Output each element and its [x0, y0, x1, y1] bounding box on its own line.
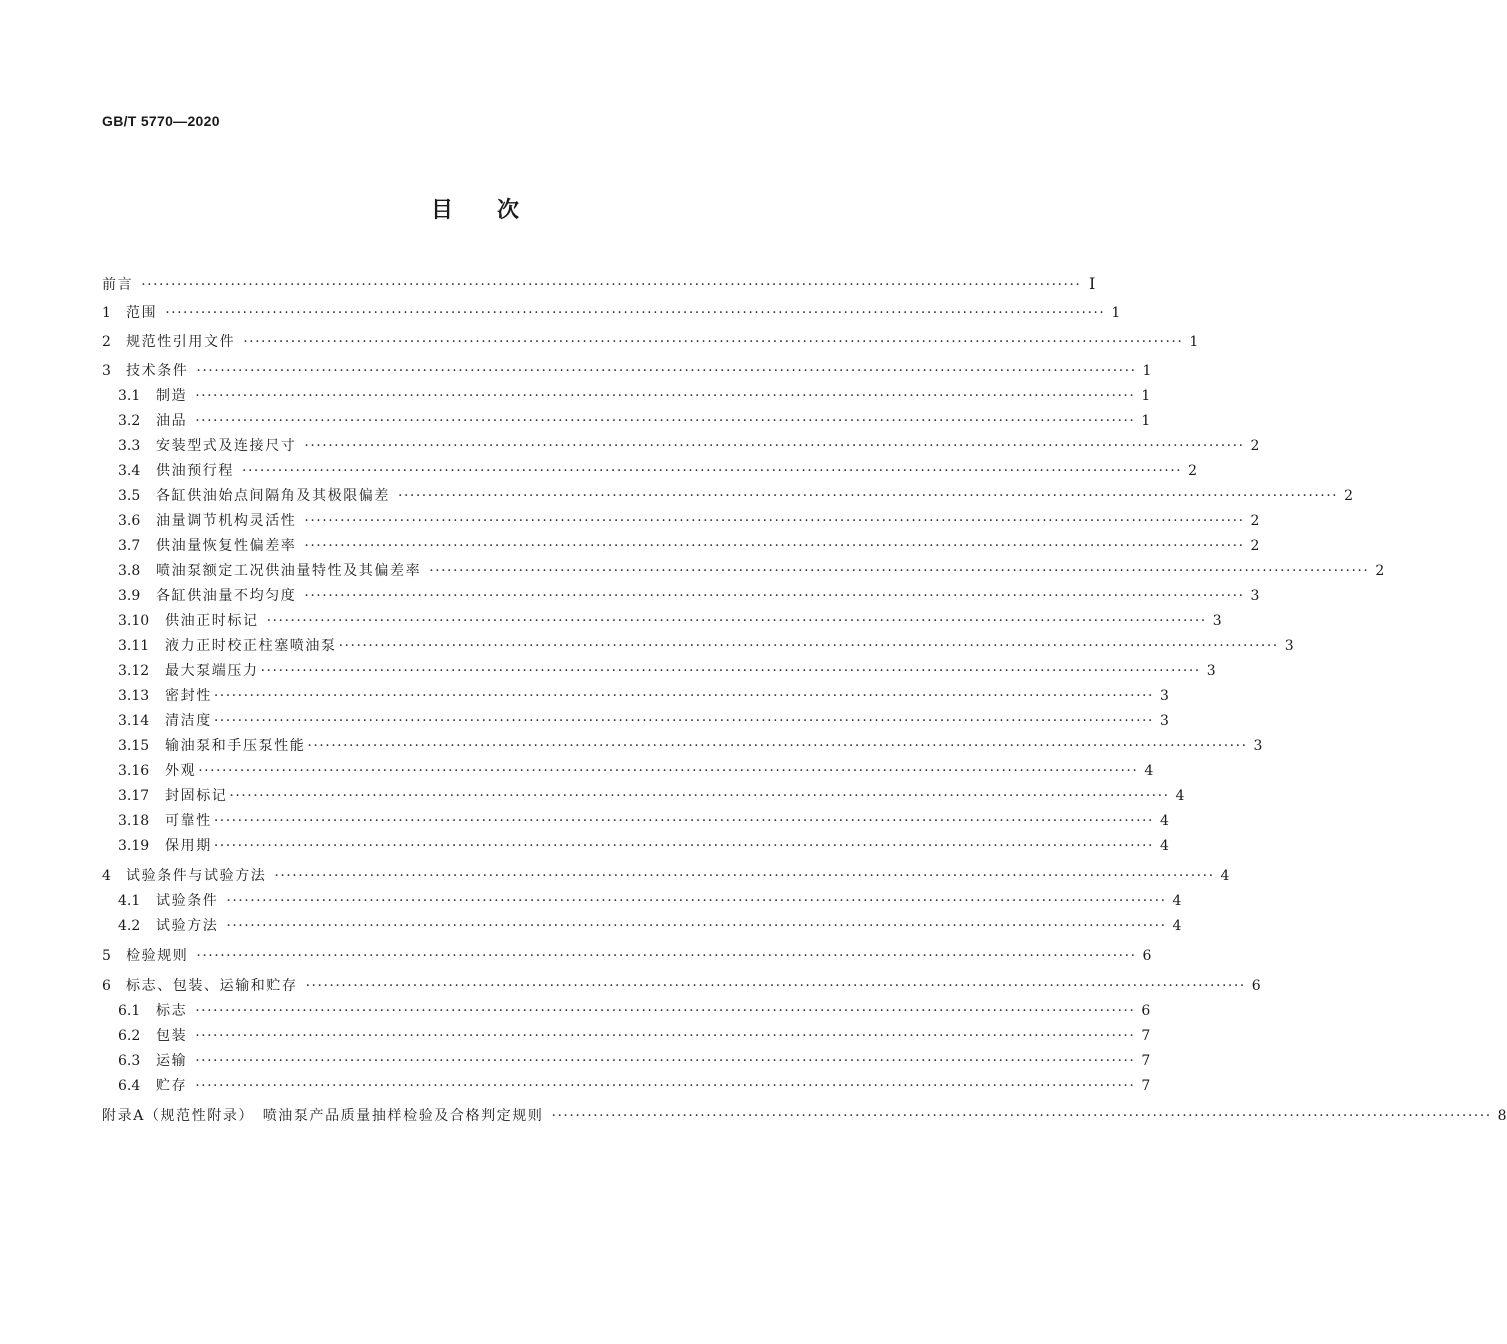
toc-entry-number: 6.3 [118, 1053, 141, 1069]
toc-entry[interactable] [102, 946, 1152, 966]
toc-entry-title: 最大泵端压力 [165, 663, 259, 679]
toc-entry-number: 3.2 [118, 413, 141, 429]
dot-leader: ······························································································································································ [141, 277, 1082, 293]
dot-leader: ······························································································································································ [226, 918, 1167, 934]
toc-subentry[interactable] [102, 436, 1260, 456]
toc-entry-number: 3.12 [118, 663, 150, 679]
toc-entry[interactable] [102, 976, 1261, 996]
dot-leader: ······························································································································································ [398, 488, 1339, 504]
dot-leader: ······························································································································································ [213, 688, 1154, 704]
dot-leader: ······························································································································································ [338, 638, 1279, 654]
toc-entry-title: 试验条件 [156, 893, 219, 909]
toc-entry-number: 3.10 [118, 613, 150, 629]
toc-entry-title: 输油泵和手压泵性能 [165, 738, 306, 754]
dot-leader: ······························································································································································ [551, 1108, 1492, 1124]
toc-entry-number: 3.9 [118, 588, 141, 604]
dot-leader: ······························································································································································ [195, 1053, 1136, 1069]
toc-entry-number: 3.5 [118, 488, 141, 504]
toc-entry-title: 外观 [165, 763, 197, 779]
dot-leader: ······························································································································································ [242, 463, 1183, 479]
page-title [0, 193, 950, 224]
dot-leader: ······························································································································································ [304, 538, 1245, 554]
toc-entry-title: 供油量恢复性偏差率 [156, 538, 297, 554]
toc-entry-page: 1 [1142, 363, 1152, 379]
dot-leader: ······························································································································································ [243, 334, 1184, 350]
toc-entry-title: 规范性引用文件 [126, 334, 236, 350]
toc-entry-title: 喷油泵额定工况供油量特性及其偏差率 [156, 563, 422, 579]
toc-subentry[interactable] [102, 811, 1169, 831]
toc-entry-title: 供油正时标记 [165, 613, 259, 629]
dot-leader: ······························································································································································ [196, 948, 1137, 964]
toc-entry[interactable] [102, 303, 1121, 323]
toc-entry-page: 3 [1212, 613, 1222, 629]
toc-entry-foreword[interactable] [102, 274, 1096, 294]
title-char: 目 [430, 198, 453, 223]
toc-entry-number: 6 [102, 978, 111, 994]
toc-entry-page: Ⅰ [1089, 274, 1096, 293]
toc-entry-page: 1 [1189, 334, 1199, 350]
toc-subentry[interactable] [102, 661, 1216, 681]
dot-leader: ······························································································································································ [304, 588, 1245, 604]
toc-entry-page: 3 [1206, 663, 1216, 679]
toc-entry-title: 各缸供油始点间隔角及其极限偏差 [156, 488, 390, 504]
toc-subentry[interactable] [102, 761, 1154, 781]
toc-entry-title: 运输 [156, 1053, 188, 1069]
toc-entry-page: 6 [1141, 1003, 1151, 1019]
toc-entry-page: 1 [1141, 413, 1151, 429]
title-char: 次 [497, 198, 520, 223]
toc-entry-number: 3.19 [118, 838, 150, 854]
dot-leader: ······························································································································································ [195, 1003, 1136, 1019]
toc-entry-page: 3 [1159, 713, 1169, 729]
toc-entry-number: 4.2 [118, 918, 141, 934]
toc-subentry[interactable] [102, 536, 1260, 556]
dot-leader: ······························································································································································ [304, 513, 1245, 529]
dot-leader: ······························································································································································ [229, 788, 1170, 804]
toc-subentry[interactable] [102, 636, 1294, 656]
toc-entry-title: 可靠性 [165, 813, 212, 829]
toc-entry-number: 3.1 [118, 388, 141, 404]
toc-entry-page: 7 [1141, 1053, 1151, 1069]
toc-entry-page: 4 [1220, 868, 1230, 884]
toc-entry-title: 制造 [156, 388, 188, 404]
toc-subentry[interactable] [102, 386, 1151, 406]
toc-entry-number: 6.4 [118, 1078, 141, 1094]
toc-entry-page: 4 [1159, 838, 1169, 854]
toc-subentry[interactable] [102, 786, 1185, 806]
toc-entry[interactable] [102, 332, 1199, 352]
toc-subentry[interactable] [102, 561, 1385, 581]
toc-entry-title: 安装型式及连接尺寸 [156, 438, 297, 454]
dot-leader: ······························································································································································ [198, 763, 1139, 779]
toc-entry-number: 2 [102, 334, 111, 350]
toc-entry-number: 3.15 [118, 738, 150, 754]
toc-entry-title: 供油预行程 [156, 463, 234, 479]
toc-entry-page: 4 [1144, 763, 1154, 779]
toc-entry-number: 3.17 [118, 788, 150, 804]
toc-subentry[interactable] [102, 1076, 1151, 1096]
dot-leader: ······························································································································································ [213, 813, 1154, 829]
toc-entry-page: 2 [1250, 438, 1260, 454]
toc-entry-page: 2 [1188, 463, 1198, 479]
toc-entry-title: 封固标记 [165, 788, 228, 804]
toc-entry-number: 3 [102, 363, 111, 379]
dot-leader: ······························································································································································ [195, 1078, 1136, 1094]
dot-leader: ······························································································································································ [304, 438, 1245, 454]
toc-entry-page: 1 [1141, 388, 1151, 404]
toc-entry-number: 3.4 [118, 463, 141, 479]
toc-entry-page: 3 [1250, 588, 1260, 604]
toc-entry[interactable] [102, 361, 1152, 381]
toc-subentry[interactable] [102, 486, 1354, 506]
toc-entry-number: 3.18 [118, 813, 150, 829]
toc-entry-page: 1 [1111, 305, 1121, 321]
toc-entry-number: 3.14 [118, 713, 150, 729]
toc-entry-number: 4.1 [118, 893, 141, 909]
dot-leader: ······························································································································································ [195, 1028, 1136, 1044]
toc-entry-number: 3.6 [118, 513, 141, 529]
toc-entry-title: 液力正时校正柱塞喷油泵 [165, 638, 337, 654]
toc-entry-number: 3.13 [118, 688, 150, 704]
dot-leader: ······························································································································································ [307, 738, 1248, 754]
toc-entry-title: 标志 [156, 1003, 188, 1019]
dot-leader: ······························································································································································ [305, 978, 1246, 994]
toc-subentry[interactable] [102, 711, 1169, 731]
toc-entry-title: 试验条件与试验方法 [126, 868, 267, 884]
toc-entry-page: 4 [1172, 893, 1182, 909]
toc-subentry[interactable] [102, 1001, 1151, 1021]
toc-entry-annex-a[interactable] [102, 1106, 1507, 1126]
dot-leader: ······························································································································································ [213, 713, 1154, 729]
toc-subentry[interactable] [102, 411, 1151, 431]
toc-entry-title: 标志、包装、运输和贮存 [126, 978, 298, 994]
toc-entry-number: 3.16 [118, 763, 150, 779]
toc-subentry[interactable] [102, 1026, 1151, 1046]
toc-subentry[interactable] [102, 1051, 1151, 1071]
toc-subentry[interactable] [102, 891, 1182, 911]
toc-entry-page: 2 [1344, 488, 1354, 504]
toc-entry-page: 7 [1141, 1028, 1151, 1044]
toc-entry-page: 4 [1159, 813, 1169, 829]
dot-leader: ······························································································································································ [195, 413, 1136, 429]
toc-entry-page: 6 [1142, 948, 1152, 964]
toc-entry-number: 1 [102, 305, 111, 321]
dot-leader: ······························································································································································ [226, 893, 1167, 909]
dot-leader: ······························································································································································ [429, 563, 1370, 579]
dot-leader: ······························································································································································ [196, 363, 1137, 379]
toc-subentry[interactable] [102, 611, 1222, 631]
dot-leader: ······························································································································································ [213, 838, 1154, 854]
toc-entry-title: 包装 [156, 1028, 188, 1044]
toc-entry-number: 3.3 [118, 438, 141, 454]
toc-subentry[interactable] [102, 511, 1260, 531]
toc-entry-page: 3 [1284, 638, 1294, 654]
toc-entry-page: 4 [1172, 918, 1182, 934]
toc-entry-title: 前言 [102, 277, 134, 293]
toc-entry-number: 4 [102, 868, 111, 884]
toc-entry-number: 3.8 [118, 563, 141, 579]
toc-subentry[interactable] [102, 736, 1263, 756]
toc-entry-title: 贮存 [156, 1078, 188, 1094]
toc-entry-page: 8 [1497, 1108, 1507, 1124]
toc-subentry[interactable] [102, 836, 1169, 856]
dot-leader: ······························································································································································ [195, 388, 1136, 404]
toc-entry-page: 2 [1375, 563, 1385, 579]
toc-entry-number: 6.2 [118, 1028, 141, 1044]
dot-leader: ······························································································································································ [165, 305, 1106, 321]
toc-entry-title: 油量调节机构灵活性 [156, 513, 297, 529]
toc-subentry[interactable] [102, 461, 1198, 481]
toc-entry-number: 5 [102, 948, 111, 964]
toc-entry-title: 油品 [156, 413, 188, 429]
toc-entry-title: 保用期 [165, 838, 212, 854]
toc-entry-title: 清洁度 [165, 713, 212, 729]
toc-entry-page: 7 [1141, 1078, 1151, 1094]
toc-entry-title: 技术条件 [126, 363, 189, 379]
toc-subentry[interactable] [102, 586, 1260, 606]
toc-subentry[interactable] [102, 686, 1169, 706]
toc-entry-title: 范围 [126, 305, 158, 321]
toc-entry-page: 2 [1250, 513, 1260, 529]
toc-entry[interactable] [102, 866, 1230, 886]
toc-entry-title: 密封性 [165, 688, 212, 704]
toc-entry-title: 检验规则 [126, 948, 189, 964]
toc-entry-title: 附录A（规范性附录） 喷油泵产品质量抽样检验及合格判定规则 [102, 1108, 544, 1124]
dot-leader: ······························································································································································ [266, 613, 1207, 629]
toc-entry-title: 各缸供油量不均匀度 [156, 588, 297, 604]
toc-subentry[interactable] [102, 916, 1182, 936]
toc-entry-page: 6 [1251, 978, 1261, 994]
toc-entry-page: 4 [1175, 788, 1185, 804]
standard-code: GB/T 5770—2020 [102, 113, 220, 129]
dot-leader: ······························································································································································ [274, 868, 1215, 884]
toc-entry-number: 6.1 [118, 1003, 141, 1019]
toc-entry-page: 2 [1250, 538, 1260, 554]
toc-entry-page: 3 [1159, 688, 1169, 704]
toc-entry-page: 3 [1253, 738, 1263, 754]
toc-entry-number: 3.7 [118, 538, 141, 554]
toc-entry-title: 试验方法 [156, 918, 219, 934]
toc-entry-number: 3.11 [118, 638, 150, 654]
dot-leader: ······························································································································································ [260, 663, 1201, 679]
